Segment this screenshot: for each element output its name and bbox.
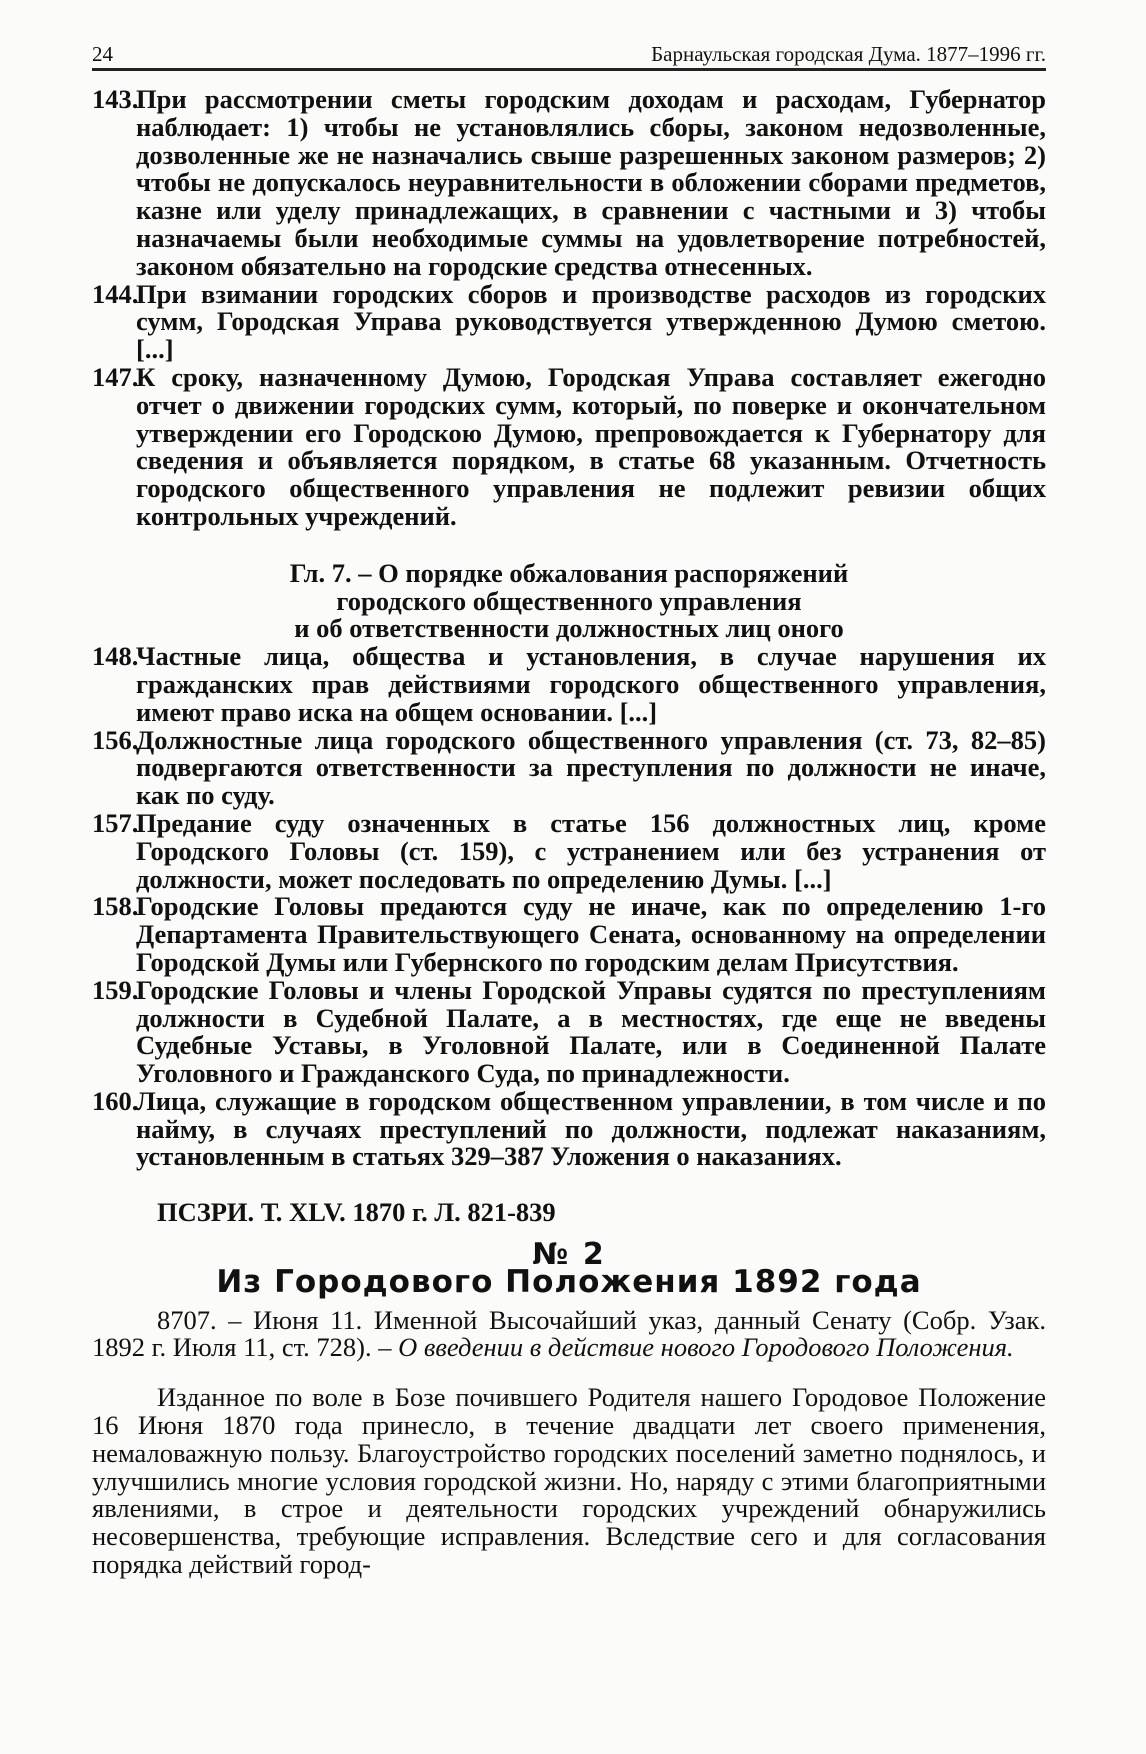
chapter-line-1: Гл. 7. – О порядке обжалования распоряжений (289, 557, 849, 588)
article-text: Должностные лица городского общественного управления (ст. 73, 82–85) подвергаются ответственности за преступления по должности не иначе, как по суду. (136, 724, 1046, 811)
article-number: 160. (92, 1085, 139, 1116)
document-number: № 2 (532, 1237, 606, 1273)
article-number: 158. (92, 891, 139, 922)
article-text: Городские Головы предаются суду не иначе, как по определению 1-го Департамента Правительствующего Сената, основанному на определении Городской Думы или Губернского по городским делам Присутствия. (136, 891, 1046, 977)
article-147 (92, 361, 1046, 531)
decree-italic: О введении в действие нового Городового Положения. (398, 1332, 1014, 1363)
decree-lead: 8707. – Июня 11. Именной Высочайший указ, данный Сенату (Собр. Узак. 1892 г. Июля 11, ст. 728). – (92, 1304, 1046, 1363)
article-158 (92, 893, 1046, 976)
article-148 (92, 643, 1046, 726)
chapter-line-2: городского общественного управления (336, 585, 802, 616)
article-text: Предание суду означенных в статье 156 должностных лиц, кроме Городского Головы (ст. 159), с устранением или без устранения от должности, может последовать по определению Думы. [...] (136, 807, 1046, 894)
article-number: 147. (92, 361, 139, 392)
article-text: При взимании городских сборов и производстве расходов из городских сумм, Городская Управа руководствуется утвержденною Думою сметою. [...] (136, 278, 1046, 365)
page-content (92, 86, 1046, 1579)
article-143 (92, 86, 1046, 281)
article-text: Частные лица, общества и установления, в случае нарушения их гражданских прав действиями городского общественного управления, имеют право иска на общем основании. [...] (136, 641, 1046, 727)
decree-paragraph (92, 1304, 1046, 1363)
article-157 (92, 807, 1046, 894)
document-title: Из Городового Положения 1892 года (216, 1263, 922, 1300)
article-text: Городские Головы и члены Городской Управы судятся по преступлениям должности в Судебной Палате, а в местностях, где еще не введены Судебные Уставы, в Уголовной Палате, или в Соединенной Палате Уголовного и Гражданского Суда, по принадлежности. (136, 974, 1046, 1089)
article-text: К сроку, назначенному Думою, Городская Управа составляет ежегодно отчет о движении городских сумм, который, по поверке и окончательном утверждении его Городскою Думою, препровождается к Губернатору для сведения и объявляется порядком, в статье 68 указанным. Отчетность городского общественного управления не подлежит ревизии общих контрольных учреждений. (136, 361, 1046, 531)
article-number: 157. (92, 807, 139, 838)
article-144 (92, 278, 1046, 365)
article-number: 156. (92, 724, 139, 755)
article-text: Лица, служащие в городском общественном управлении, в том числе и по найму, в случаях преступлений по должности, подлежат наказаниям, установленным в статьях 329–387 Уложения о наказаниях. (136, 1085, 1046, 1172)
article-160 (92, 1085, 1046, 1172)
article-156 (92, 724, 1046, 811)
source-citation: ПСЗРИ. Т. XLV. 1870 г. Л. 821-839 (157, 1197, 556, 1228)
chapter-heading (92, 557, 1046, 644)
running-title: Барнаульская городская Дума. 1877–1996 гг. (651, 42, 1046, 66)
article-number: 148. (92, 641, 139, 672)
article-number: 144. (92, 278, 139, 309)
chapter-line-3: и об ответственности должностных лиц оного (294, 613, 844, 644)
article-number: 143. (92, 84, 139, 114)
page-header (92, 38, 1046, 71)
article-159 (92, 974, 1046, 1089)
body-paragraph: Изданное по воле в Бозе почившего Родителя нашего Городовое Положение 16 Июня 1870 года принесло, в течение двадцати лет своего применения, немаловажную пользу. Благоустройство городских поселений заметно поднялось, и улучшились многие условия городской жизни. Но, наряду с этими благоприятными явлениями, в строе и деятельности городских учреждений обнаружились несовершенства, требующие исправления. Вследствие сего и для согласования порядка действий город- (92, 1382, 1046, 1580)
article-text: При рассмотрении сметы городским доходам и расходам, Губернатор наблюдает: 1) чтобы не установлялись сборы, законом недозволенные, дозволенные же не назначались свыше разрешенных законом размеров; 2) чтобы не допускалось неуравнительности в обложении сборами предметов, казне или уделу принадлежащих, в сравнении с частными и 3) чтобы назначаемы были необходимые суммы на удовлетворение потребностей, законом обязательно на городские средства отнесенных. (136, 84, 1046, 281)
article-number: 159. (92, 974, 139, 1005)
page-number: 24 (92, 42, 113, 66)
